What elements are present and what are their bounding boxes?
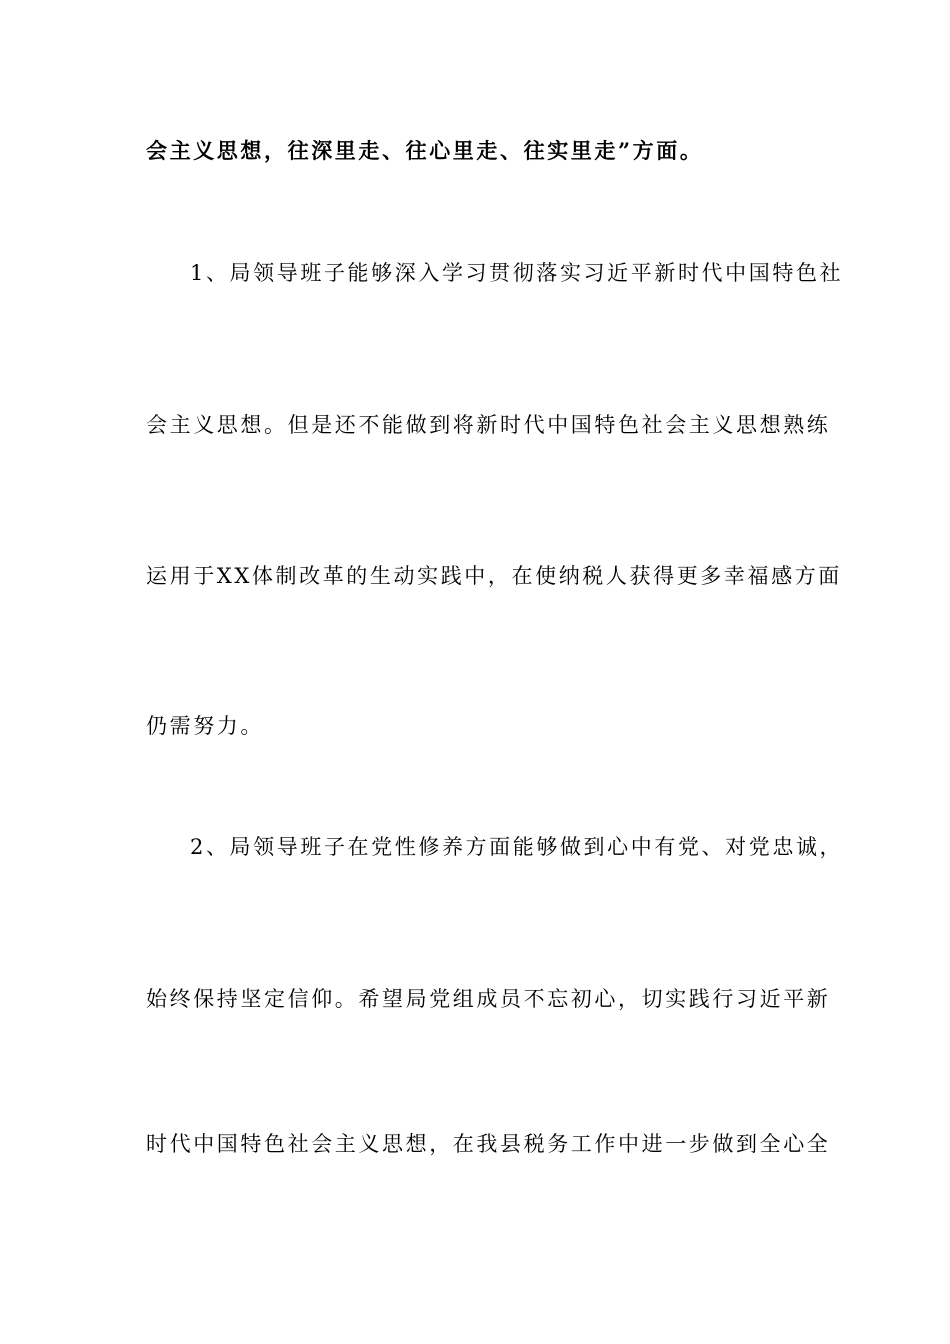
paragraph-1-line-1: 1、局领导班子能够深入学习贯彻落实习近平新时代中国特色社 [190,261,844,285]
paragraph-2-line-2: 始终保持坚定信仰。希望局党组成员不忘初心，切实践行习近平新 [146,987,831,1011]
paragraph-1-line-4: 仍需努力。 [146,714,264,738]
paragraph-1-line-2: 会主义思想。但是还不能做到将新时代中国特色社会主义思想熟练 [146,413,831,437]
heading-continuation-line: 会主义思想，往深里走、往心里走、往实里走”方面。 [146,138,704,163]
paragraph-2-line-1: 2、局领导班子在党性修养方面能够做到心中有党、对党忠诚， [190,835,844,859]
paragraph-2-line-3: 时代中国特色社会主义思想，在我县税务工作中进一步做到全心全 [146,1132,831,1156]
paragraph-1-line-3: 运用于XX体制改革的生动实践中，在使纳税人获得更多幸福感方面 [146,564,842,588]
